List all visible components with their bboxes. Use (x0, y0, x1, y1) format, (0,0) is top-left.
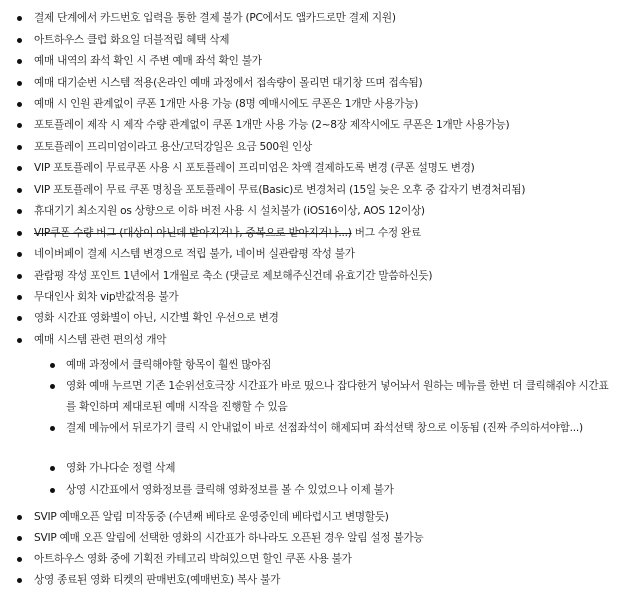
list-item-text: 아트하우스 영화 중에 기획전 카테고리 박혀있으면 할인 쿠폰 사용 불가 (34, 553, 352, 565)
list-item (34, 531, 423, 545)
bullet-icon (17, 536, 22, 541)
bullet-icon (17, 209, 22, 214)
list-item (34, 204, 425, 218)
list-item (34, 33, 229, 47)
list-item (34, 140, 312, 154)
list-item (34, 118, 509, 132)
list-item-text: SVIP 예매 오픈 알림에 선택한 영화의 시간표가 하나라도 오픈된 경우 알림 설정 불가능 (34, 532, 424, 544)
bullet-icon (50, 384, 55, 389)
list-item (34, 226, 421, 240)
list-item-text: 네이버페이 결제 시스템 변경으로 적립 불가, 네이버 실관람평 작성 불가 (34, 248, 355, 260)
list-item-text: 아트하우스 클럽 화요일 더블적립 혜택 삭제 (34, 34, 230, 46)
list-item (34, 311, 279, 325)
list-item (34, 552, 352, 566)
bullet-icon (50, 426, 55, 431)
bullet-icon (50, 488, 55, 493)
list-item (34, 54, 262, 68)
bullet-icon (17, 81, 22, 86)
sub-list-item-text: 상영 시간표에서 영화정보를 클릭해 영화정보를 볼 수 있었으나 이제 불가 (66, 484, 394, 496)
list-item-text: 관람평 작성 포인트 1년에서 1개월로 축소 (댓글로 제보해주신건데 유효기간 말씀하신듯) (34, 270, 433, 282)
list-item (34, 510, 389, 524)
bullet-icon (17, 316, 22, 321)
list-item-text: 포토플레이 프리미엄이라고 용산/고덕강일은 요금 500원 인상 (34, 141, 312, 153)
list-item-text: 휴대기기 최소지원 os 상향으로 이하 버전 사용 시 설치불가 (iOS16이상, AOS 12이상) (34, 205, 425, 217)
list-item-text: 포토플레이 제작 시 제작 수량 관계없이 쿠폰 1개만 사용 가능 (2~8장 제작시에도 쿠폰은 1개만 사용가능) (34, 119, 510, 131)
sub-list-item (66, 358, 271, 372)
sub-list-item (66, 483, 394, 497)
bullet-icon (17, 16, 22, 21)
list-item (34, 161, 475, 175)
sub-list-item-text: 결제 메뉴에서 뒤로가기 클릭 시 안내없이 바로 선점좌석이 해제되며 좌석선택 창으로 이동됨 (진짜 주의하셔야함...) (66, 422, 583, 434)
bullet-icon (50, 466, 55, 471)
list-item-text: 결제 단계에서 카드번호 입력을 통한 결제 불가 (PC에서도 앱카드로만 결제 지원) (34, 12, 396, 24)
bullet-icon (17, 145, 22, 150)
list-item-text: VIP 포토플레이 무료쿠폰 사용 시 포토플레이 프리미엄은 차액 결제하도록 변경 (쿠폰 설명도 변경) (34, 162, 475, 174)
sub-list-item (66, 461, 175, 475)
bullet-icon (17, 338, 22, 343)
list-item-text: 예매 시 인원 관계없이 쿠폰 1개만 사용 가능 (8명 예매시에도 쿠폰은 1개만 사용가능) (34, 98, 419, 110)
list-item-text: 버그 수정 완료 (351, 227, 421, 239)
bullet-icon (17, 59, 22, 64)
list-item-text: 영화 시간표 영화별이 아닌, 시간별 확인 우선으로 변경 (34, 312, 279, 324)
list-item (34, 573, 280, 587)
list-item (34, 11, 396, 25)
sub-list-item (66, 376, 614, 418)
bullet-icon (17, 188, 22, 193)
bullet-icon (17, 578, 22, 583)
list-item-text: 무대인사 회차 vip반값적용 불가 (34, 291, 179, 303)
bullet-icon (17, 38, 22, 43)
bullet-icon (17, 123, 22, 128)
bullet-icon (17, 252, 22, 257)
list-item (34, 290, 178, 304)
list-item-text: 예매 시스템 관련 편의성 개악 (34, 334, 167, 346)
list-item-text: VIP 포토플레이 무료 쿠폰 명칭을 포토플레이 무료(Basic)로 변경처리 (15일 늦은 오후 중 갑자기 변경처리됨) (34, 184, 526, 196)
list-item (34, 269, 432, 283)
bullet-icon (17, 166, 22, 171)
list-item (34, 333, 166, 347)
list-item (34, 76, 422, 90)
bullet-icon (17, 274, 22, 279)
bullet-icon (17, 295, 22, 300)
sub-list-item-text: 영화 가나다순 정렬 삭제 (66, 462, 176, 474)
bullet-icon (17, 515, 22, 520)
bullet-icon (17, 102, 22, 107)
list-item-text: SVIP 예매오픈 알림 미작동중 (수년째 베타로 운영중인데 베타럽시고 변명할듯) (34, 511, 389, 523)
list-item (34, 97, 418, 111)
sub-list-item (66, 418, 614, 439)
bullet-icon (17, 231, 22, 236)
list-item-text: 예매 대기순번 시스템 적용(온라인 예매 과정에서 접속량이 몰리면 대기창 뜨며 접속됨) (34, 77, 423, 89)
list-item-text: 상영 종료된 영화 티켓의 판매번호(예매번호) 복사 불가 (34, 574, 281, 586)
list-item (34, 183, 525, 197)
bullet-icon (50, 363, 55, 368)
bullet-icon (17, 557, 22, 562)
sub-list-item-text: 예매 과정에서 클릭해야할 항목이 훨씬 많아짐 (66, 359, 272, 371)
sub-list-item-text: 영화 예매 누르면 기존 1순위선호극장 시간표가 바로 떴으나 잡다한거 넣어놔서 원하는 메뉴를 한번 더 클릭해줘야 시간표를 확인하며 제대로된 예매 시작을 진행할 수 있음 (66, 380, 609, 413)
struck-text: VIP쿠폰 수량 버그 (대상이 아닌데 받아지거나, 중복으로 받아지거나...) (34, 227, 352, 239)
list-item (34, 247, 355, 261)
list-item-text: 예매 내역의 좌석 확인 시 주변 예매 좌석 확인 불가 (34, 55, 262, 67)
